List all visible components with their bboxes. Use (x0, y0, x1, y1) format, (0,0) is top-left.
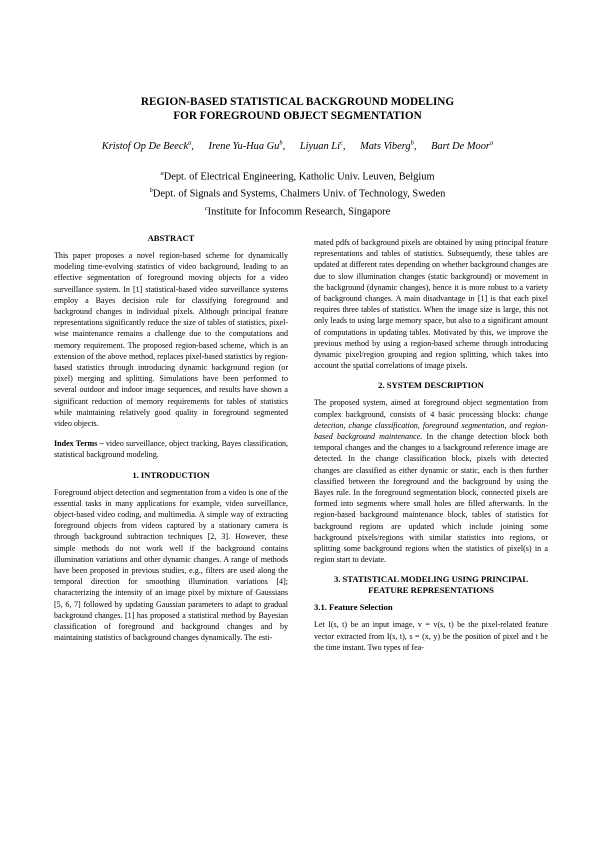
abstract-text: This paper proposes a novel region-based scheme for dynamically modeling time-evolving statistics of video background, leading to an effective segmentation of foreground moving objects for a video surveillance system. In [1] statistical-based video surveillance systems employ a Bayes decision rule for classifying foreground and background changes in individual pixels. Although principal feature representations significantly reduce the size of tables of statistics, pixel-wise maintenance remains a challenge due to the computations and memory requirement. The proposed region-based scheme, which is an extension of the above method, replaces pixel-based statistics by region-based statistics through introducing dynamic background region (or pixel) merging and splitting. Simulations have been performed to several outdoor and indoor image sequences, and results have shown a significant reduction of memory requirements for tables of statistics while maintaining relatively good quality in foreground segmented video objects. (54, 251, 288, 429)
introduction-heading: 1. INTRODUCTION (132, 469, 210, 480)
feature-selection-heading: 3.1. Feature Selection (314, 602, 393, 613)
author: Bart De Moor$^a$ (431, 140, 494, 153)
author: Mats Viberg$^b$, (360, 140, 417, 153)
author: Irene Yu-Hua Gu$^b$, (208, 140, 286, 153)
abstract-heading: ABSTRACT (147, 233, 195, 243)
affiliation: $^b$Dept. of Signals and Systems, Chalmers Univ. of Technology, Sweden (149, 187, 446, 200)
paper-title (60, 96, 535, 123)
left-column (54, 233, 288, 644)
index-terms: Index Terms – video surveillance, object tracking, Bayes classification, statistical background modeling. (54, 439, 289, 460)
affiliation: $^c$Institute for Infocomm Research, Singapore (204, 204, 391, 218)
introduction-continued-text: mated pdfs of background pixels are obtained by using principal feature representations and tables of statistics. Subsequently, these tables are updated at different rates depending on whether background changes are due to slow illumination changes (static background) or movement in the background (dynamic changes), hence it is more robust to a variety of background changes. A main disadvantage in [1] is that each pixel requires three tables of statistics. When the image size is large, this not only leads to using large memory space, but also to a significant amount of computations in updating tables. Motivated by this, we improve the previous method by using a region-based scheme through introducing dynamic pixel/region grouping and region splitting, which takes into account the spatial correlations of image pixels. (314, 238, 548, 371)
system-description-heading: 2. SYSTEM DESCRIPTION (378, 380, 484, 391)
author-list (40, 137, 555, 153)
right-column (314, 233, 548, 653)
system-description-text: The proposed system, aimed at foreground object segmentation from complex background, consists of 4 basic processing blocks: change detection, change classification, foreground segmentation, and region-based background maintenance. In the change detection block both temporal changes and the changes to a background reference image are detected. In the change classification block, pixels with detected changes are classified as either dynamic or static, each is then further classified between the foreground and the background by using the Bayes rule. In the foreground segmentation block, connected pixels are formed into segments where small holes are filled afterwards. In the region-based background maintenance block, tables of statistics for background regions are updated which include joining some background pixels/regions with similar statistics into regions, or splitting some background regions when the statistics of pixel(s) in a region start to deviate. (314, 398, 549, 565)
author: Liyuan Li$^c$, (299, 140, 346, 153)
feature-selection-text: Let I(s, t) be an input image, v = v(s, t) be the pixel-related feature vector extracted from I(s, t), s = (x, y) be the position of pixel and t be the time instant. Two types of fea- (314, 620, 548, 652)
introduction-text: Foreground object detection and segmentation from a video is one of the essential tasks in many applications for example, video surveillance, object-based video coding, and multimedia. A simple way of extracting foreground objects from videos captured by a stationary camera is through background subtraction techniques [2, 3]. However, these simple methods do not work well if the background contains illumination variations and other dynamic changes. A range of methods have been proposed in previous studies, e.g., filters are used along the temporal direction for smoothing illumination variations [4]; characterizing the intensity of an image pixel by mixture of Gaussians [5, 6, 7] followed by updating Gaussian parameters to adapt to gradual background changes. [1] has proposed a statistical method by Bayesian classification of foreground and background changes and by maintaining statistics of background changes dynamically. The esti- (54, 487, 288, 643)
title-line-1: REGION-BASED STATISTICAL BACKGROUND MODELING (140, 96, 455, 108)
statistical-modeling-heading: 3. STATISTICAL MODELING USING PRINCIPAL FEATURE REPRESENTATIONS (333, 574, 529, 596)
affiliation-list (60, 167, 535, 219)
affiliation: $^a$Dept. of Electrical Engineering, Katholic Univ. Leuven, Belgium (160, 170, 435, 183)
author: Kristof Op De Beeck$^a$, (101, 140, 194, 153)
title-line-2: FOR FOREGROUND OBJECT SEGMENTATION (173, 109, 422, 122)
